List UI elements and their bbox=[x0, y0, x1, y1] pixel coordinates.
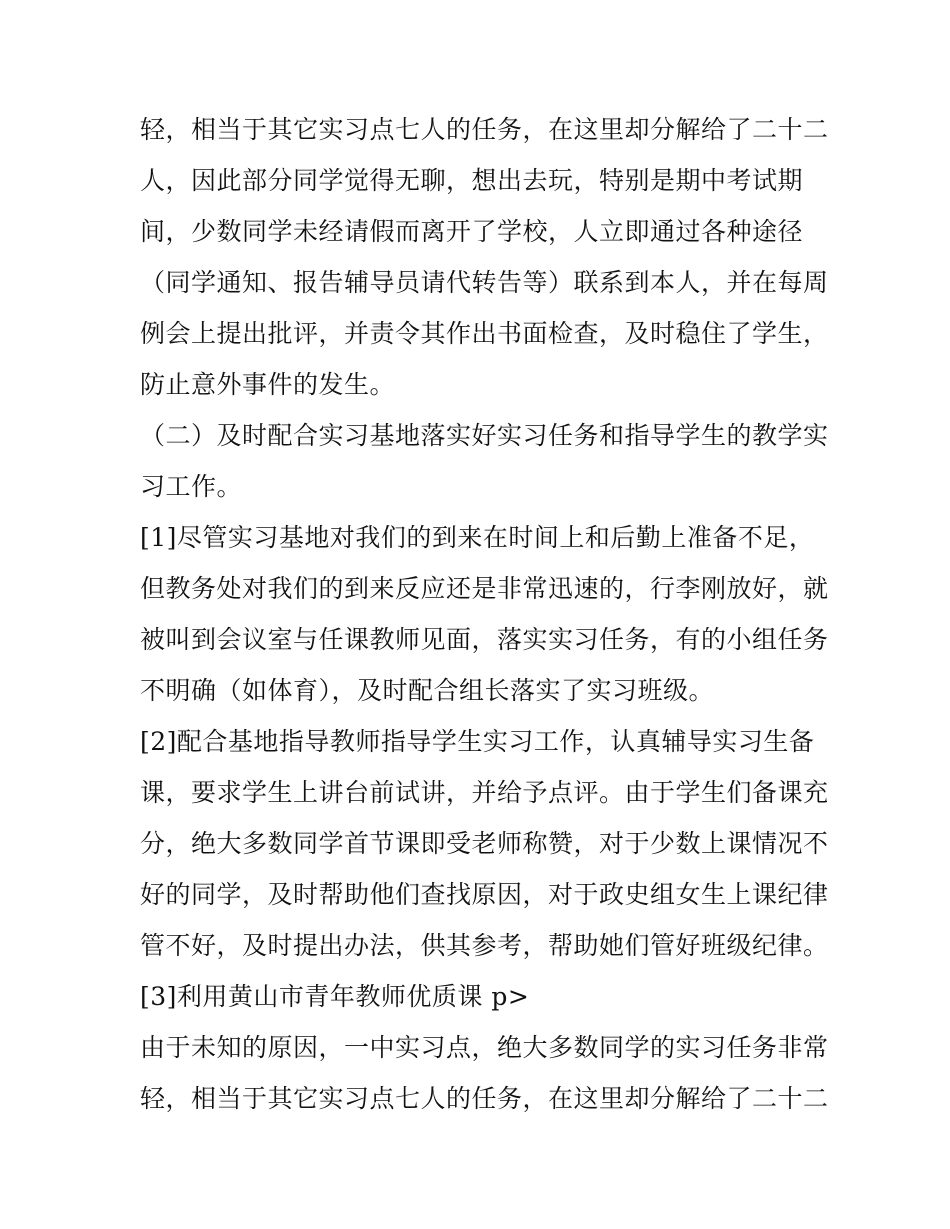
section-heading: （二）及时配合实习基地落实好实习任务和指导学生的教学实 bbox=[140, 421, 829, 450]
text-line: 轻，相当于其它实习点七人的任务，在这里却分解给了二十二 bbox=[140, 1084, 829, 1113]
text-line: 间，少数同学未经请假而离开了学校，人立即通过各种途径 bbox=[140, 217, 804, 246]
text-line: 轻，相当于其它实习点七人的任务，在这里却分解给了二十二 bbox=[140, 115, 829, 144]
text-line: 由于未知的原因，一中实习点，绝大多数同学的实习任务非常 bbox=[140, 1033, 829, 1062]
list-item-3: [3]利用黄山市青年教师优质课 p> bbox=[140, 982, 530, 1011]
text-line: 分，绝大多数同学首节课即受老师称赞，对于少数上课情况不 bbox=[140, 829, 829, 858]
text-line: （同学通知、报告辅导员请代转告等）联系到本人，并在每周 bbox=[140, 268, 829, 297]
text-line: 人，因此部分同学觉得无聊，想出去玩，特别是期中考试期 bbox=[140, 166, 804, 195]
text-line: 课，要求学生上讲台前试讲，并给予点评。由于学生们备课充 bbox=[140, 778, 829, 807]
text-line: 防止意外事件的发生。 bbox=[140, 370, 396, 399]
text-line: 但教务处对我们的到来反应还是非常迅速的，行李刚放好，就 bbox=[140, 574, 829, 603]
list-item-2: [2]配合基地指导教师指导学生实习工作，认真辅导实习生备 bbox=[140, 727, 815, 756]
list-item-1: [1]尽管实习基地对我们的到来在时间上和后勤上准备不足， bbox=[140, 523, 815, 552]
text-line: 例会上提出批评，并责令其作出书面检查，及时稳住了学生， bbox=[140, 319, 829, 348]
section-heading-continued: 习工作。 bbox=[140, 472, 243, 501]
text-line: 被叫到会议室与任课教师见面，落实实习任务，有的小组任务 bbox=[140, 625, 829, 654]
text-line: 好的同学，及时帮助他们查找原因，对于政史组女生上课纪律 bbox=[140, 880, 829, 909]
text-line: 管不好，及时提出办法，供其参考，帮助她们管好班级纪律。 bbox=[140, 931, 829, 960]
text-line: 不明确（如体育），及时配合组长落实了实习班级。 bbox=[140, 676, 715, 705]
document-body bbox=[140, 104, 830, 1124]
